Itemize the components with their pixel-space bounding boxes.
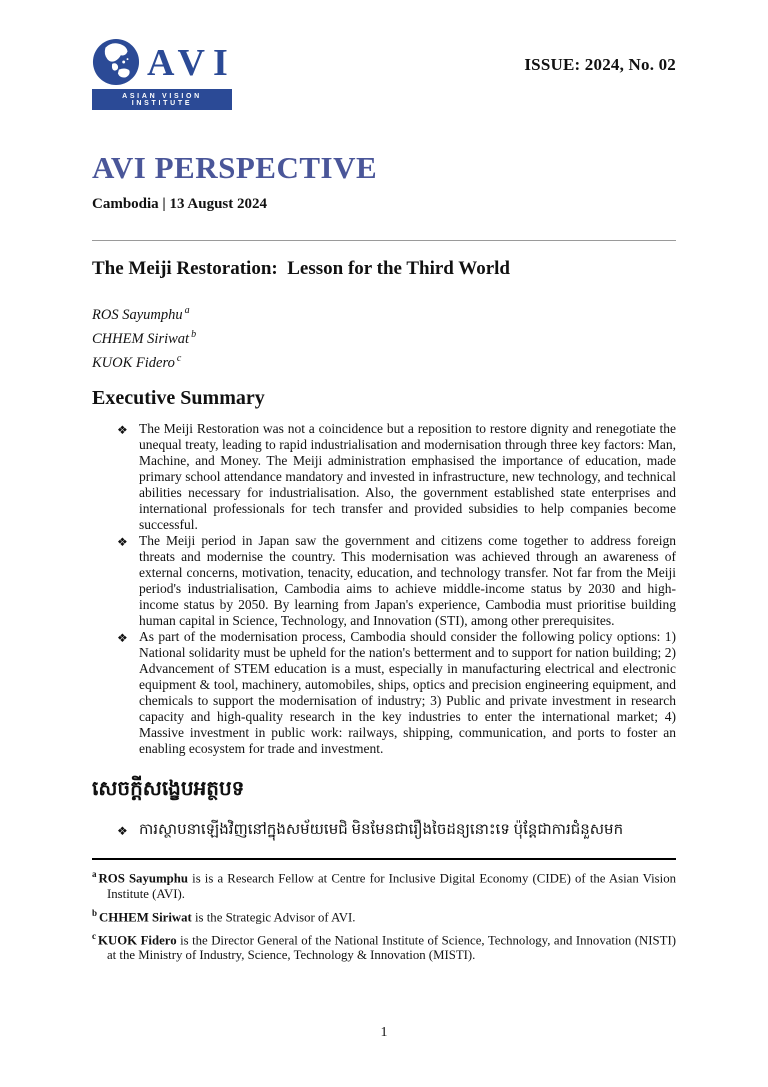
footnote-text: is the Director General of the National Institute of Science, Technology, and Innovation (NISTI) at the Ministry of Industry, Science, Technology & Innovation (MISTI). (107, 932, 676, 963)
footnote-marker: c (92, 930, 96, 941)
footnote-name: ROS Sayumphu (98, 871, 188, 886)
author-footnote-marker: c (176, 352, 182, 364)
header-divider (92, 240, 676, 241)
list-item (117, 533, 676, 629)
logo-acronym: AVI (147, 42, 236, 84)
bullet-text: ការស្ថាបនាឡើងវិញនៅក្នុងសម័យមេជិ មិនមែនជារឿងចៃដន្យនោះទេ ប៉ុន្តែជាការជំនួសមក (139, 822, 624, 839)
list-item (117, 629, 676, 757)
diamond-bullet-icon: ❖ (117, 535, 128, 550)
author-name: KUOK Fidero (92, 354, 175, 371)
publication-title: AVI PERSPECTIVE (92, 150, 378, 185)
footnote (92, 906, 676, 926)
bullet-text: The Meiji period in Japan saw the government and citizens come together to address foreign threats and modernise the country. This modernisation was achieved through an awareness of external concerns, motivation, tenacity, education, and technology transfer. Not far from the Meiji period's industrialisation, Cambodia aims to achieve middle-income status by 2030 and high-income status by 2050. By learning from Japan's experience, Cambodia must prioritise building human capital in Science, Technology, and Innovation (STI), among other prerequisites. (139, 533, 676, 629)
executive-summary-list (92, 421, 676, 757)
footnote-marker: b (92, 907, 98, 918)
page-header (92, 38, 676, 213)
header-top-row (92, 38, 676, 110)
bullet-text: As part of the modernisation process, Cambodia should consider the following policy options: 1) National solidarity must be upheld for the nation's betterment and to support for nation building; 2) Advancement of STEM education is a must, especially in manufacturing electrical and electronic equipment & tool, machinery, automobiles, ships, optics and precision engineering equipment, and chemicals to support the modernisation of industry; 3) Public and private investment in research capacity and high-quality research in the key industries to enter the international market; 4) Massive investment in public work: railways, shipping, communication, and ports to foster an enabling ecosystem for trade and investment. (139, 629, 676, 757)
footnote-divider (92, 858, 676, 860)
diamond-bullet-icon: ❖ (117, 423, 128, 438)
footnote-area (92, 858, 676, 1040)
author-name: CHHEM Siriwat (92, 330, 190, 347)
diamond-bullet-icon: ❖ (117, 824, 128, 839)
author-list (92, 301, 676, 372)
page-number: 1 (380, 1025, 388, 1040)
footnote-text: is the Strategic Advisor of AVI. (195, 910, 356, 925)
list-item (117, 421, 676, 533)
list-item (117, 817, 676, 843)
author-footnote-marker: b (191, 328, 197, 340)
author (92, 349, 676, 373)
author (92, 325, 676, 349)
footnote (92, 867, 676, 902)
footnote-text: is is a Research Fellow at Centre for Inclusive Digital Economy (CIDE) of the Asian Vision Institute (AVI). (107, 871, 676, 902)
footnote (92, 929, 676, 964)
footnote-list (92, 867, 676, 963)
khmer-summary-list (92, 817, 676, 843)
globe-icon (92, 38, 140, 86)
diamond-bullet-icon: ❖ (117, 631, 128, 646)
author (92, 301, 676, 325)
article-body (92, 258, 676, 843)
author-footnote-marker: a (184, 305, 190, 316)
footnote-name: CHHEM Siriwat (99, 910, 192, 925)
issue-label: ISSUE: 2024, No. 02 (524, 55, 676, 74)
author-name: ROS Sayumphu (92, 306, 183, 323)
avi-logo (92, 38, 236, 110)
section-heading-executive-summary: Executive Summary (92, 387, 265, 410)
dateline: Cambodia | 13 August 2024 (92, 196, 268, 212)
avi-logo-main (92, 38, 236, 86)
bullet-text: The Meiji Restoration was not a coincidence but a reposition to restore dignity and renegotiate the unequal treaty, leading to rapid industrialisation and modernisation through three key factors: Man, Machine, and Money. The Meiji administration emphasised the importance of education, made primary school attendance mandatory and invested in infrastructure, new technology, and technical abilities necessary for industrialisation. Also, the government established state enterprises and international professionals for tech transfer and provided subsidies to help companies become successful. (139, 421, 676, 533)
article-title: The Meiji Restoration: Lesson for the Third World (92, 258, 510, 279)
logo-org-name: ASIAN VISION INSTITUTE (92, 89, 232, 110)
footnote-name: KUOK Fidero (98, 932, 177, 947)
footnote-marker: a (92, 869, 97, 880)
section-heading-khmer-summary: សេចក្តីសង្ខេបអត្ថបទ (92, 778, 245, 801)
